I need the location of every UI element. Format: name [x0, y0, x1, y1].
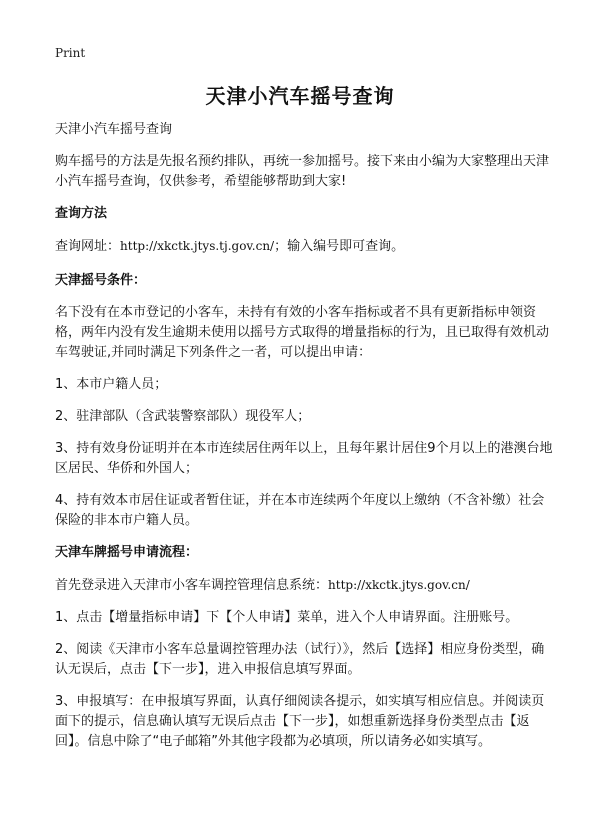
process-step: 2、阅读《天津市小客车总量调控管理办法（试行）》，然后【选择】相应身份类型，确认无误后，点击【下一步】，进入申报信息填写界面。 [55, 642, 545, 677]
conditions-heading: 天津摇号条件： [55, 273, 147, 288]
query-paragraph [55, 236, 555, 257]
process-step: 1、点击【增量指标申请】下【个人申请】菜单，进入个人申请界面。注册账号。 [55, 610, 519, 625]
query-prefix: 查询网址： [55, 239, 121, 254]
article-body [55, 120, 555, 764]
login-prefix: 首先登录进入天津市小客车调控管理信息系统： [55, 578, 329, 593]
page-title: 天津小汽车摇号查询 [205, 84, 395, 108]
process-heading: 天津车牌摇号申请流程： [55, 545, 199, 560]
process-step: 3、申报填写：在申报填写界面，认真仔细阅读各提示，如实填写相应信息。并阅读页面下的提示，信息确认填写无误后点击【下一步】，如想重新选择身份类型点击【返回】。信息中除了“电子邮箱”外其他字段都为必填项，所以请务必如实填写。 [55, 694, 545, 749]
condition-item: 2、驻津部队（含武装警察部队）现役军人； [55, 409, 311, 424]
login-paragraph [55, 575, 555, 596]
query-url-link[interactable]: http://xkctk.jtys.tj.gov.cn/ [120, 239, 275, 253]
condition-item: 3、持有效身份证明并在本市连续居住两年以上，且每年累计居住9个月以上的港澳台地区居民、华侨和外国人； [55, 441, 553, 476]
condition-item: 4、持有效本市居住证或者暂住证，并在本市连续两个年度以上缴纳（不含补缴）社会保险的非本市户籍人员。 [55, 493, 545, 528]
intro-paragraph: 购车摇号的方法是先报名预约排队，再统一参加摇号。接下来由小编为大家整理出天津小汽车摇号查询，仅供参考，希望能够帮助到大家! [55, 154, 550, 189]
query-heading: 查询方法 [55, 206, 108, 221]
query-suffix: ；输入编号即可查询。 [274, 239, 405, 254]
conditions-paragraph: 名下没有在本市登记的小客车，未持有有效的小客车指标或者不具有更新指标申领资格，两年内没有发生逾期未使用以摇号方式取得的增量指标的行为，且已取得有效机动车驾驶证,并同时满足下列条件之一者，可以提出申请： [55, 305, 550, 360]
article-subtitle: 天津小汽车摇号查询 [55, 122, 173, 137]
condition-item: 1、本市户籍人员； [55, 377, 168, 392]
print-link[interactable]: Print [55, 46, 86, 60]
login-url-link[interactable]: http://xkctk.jtys.gov.cn/ [328, 578, 470, 592]
